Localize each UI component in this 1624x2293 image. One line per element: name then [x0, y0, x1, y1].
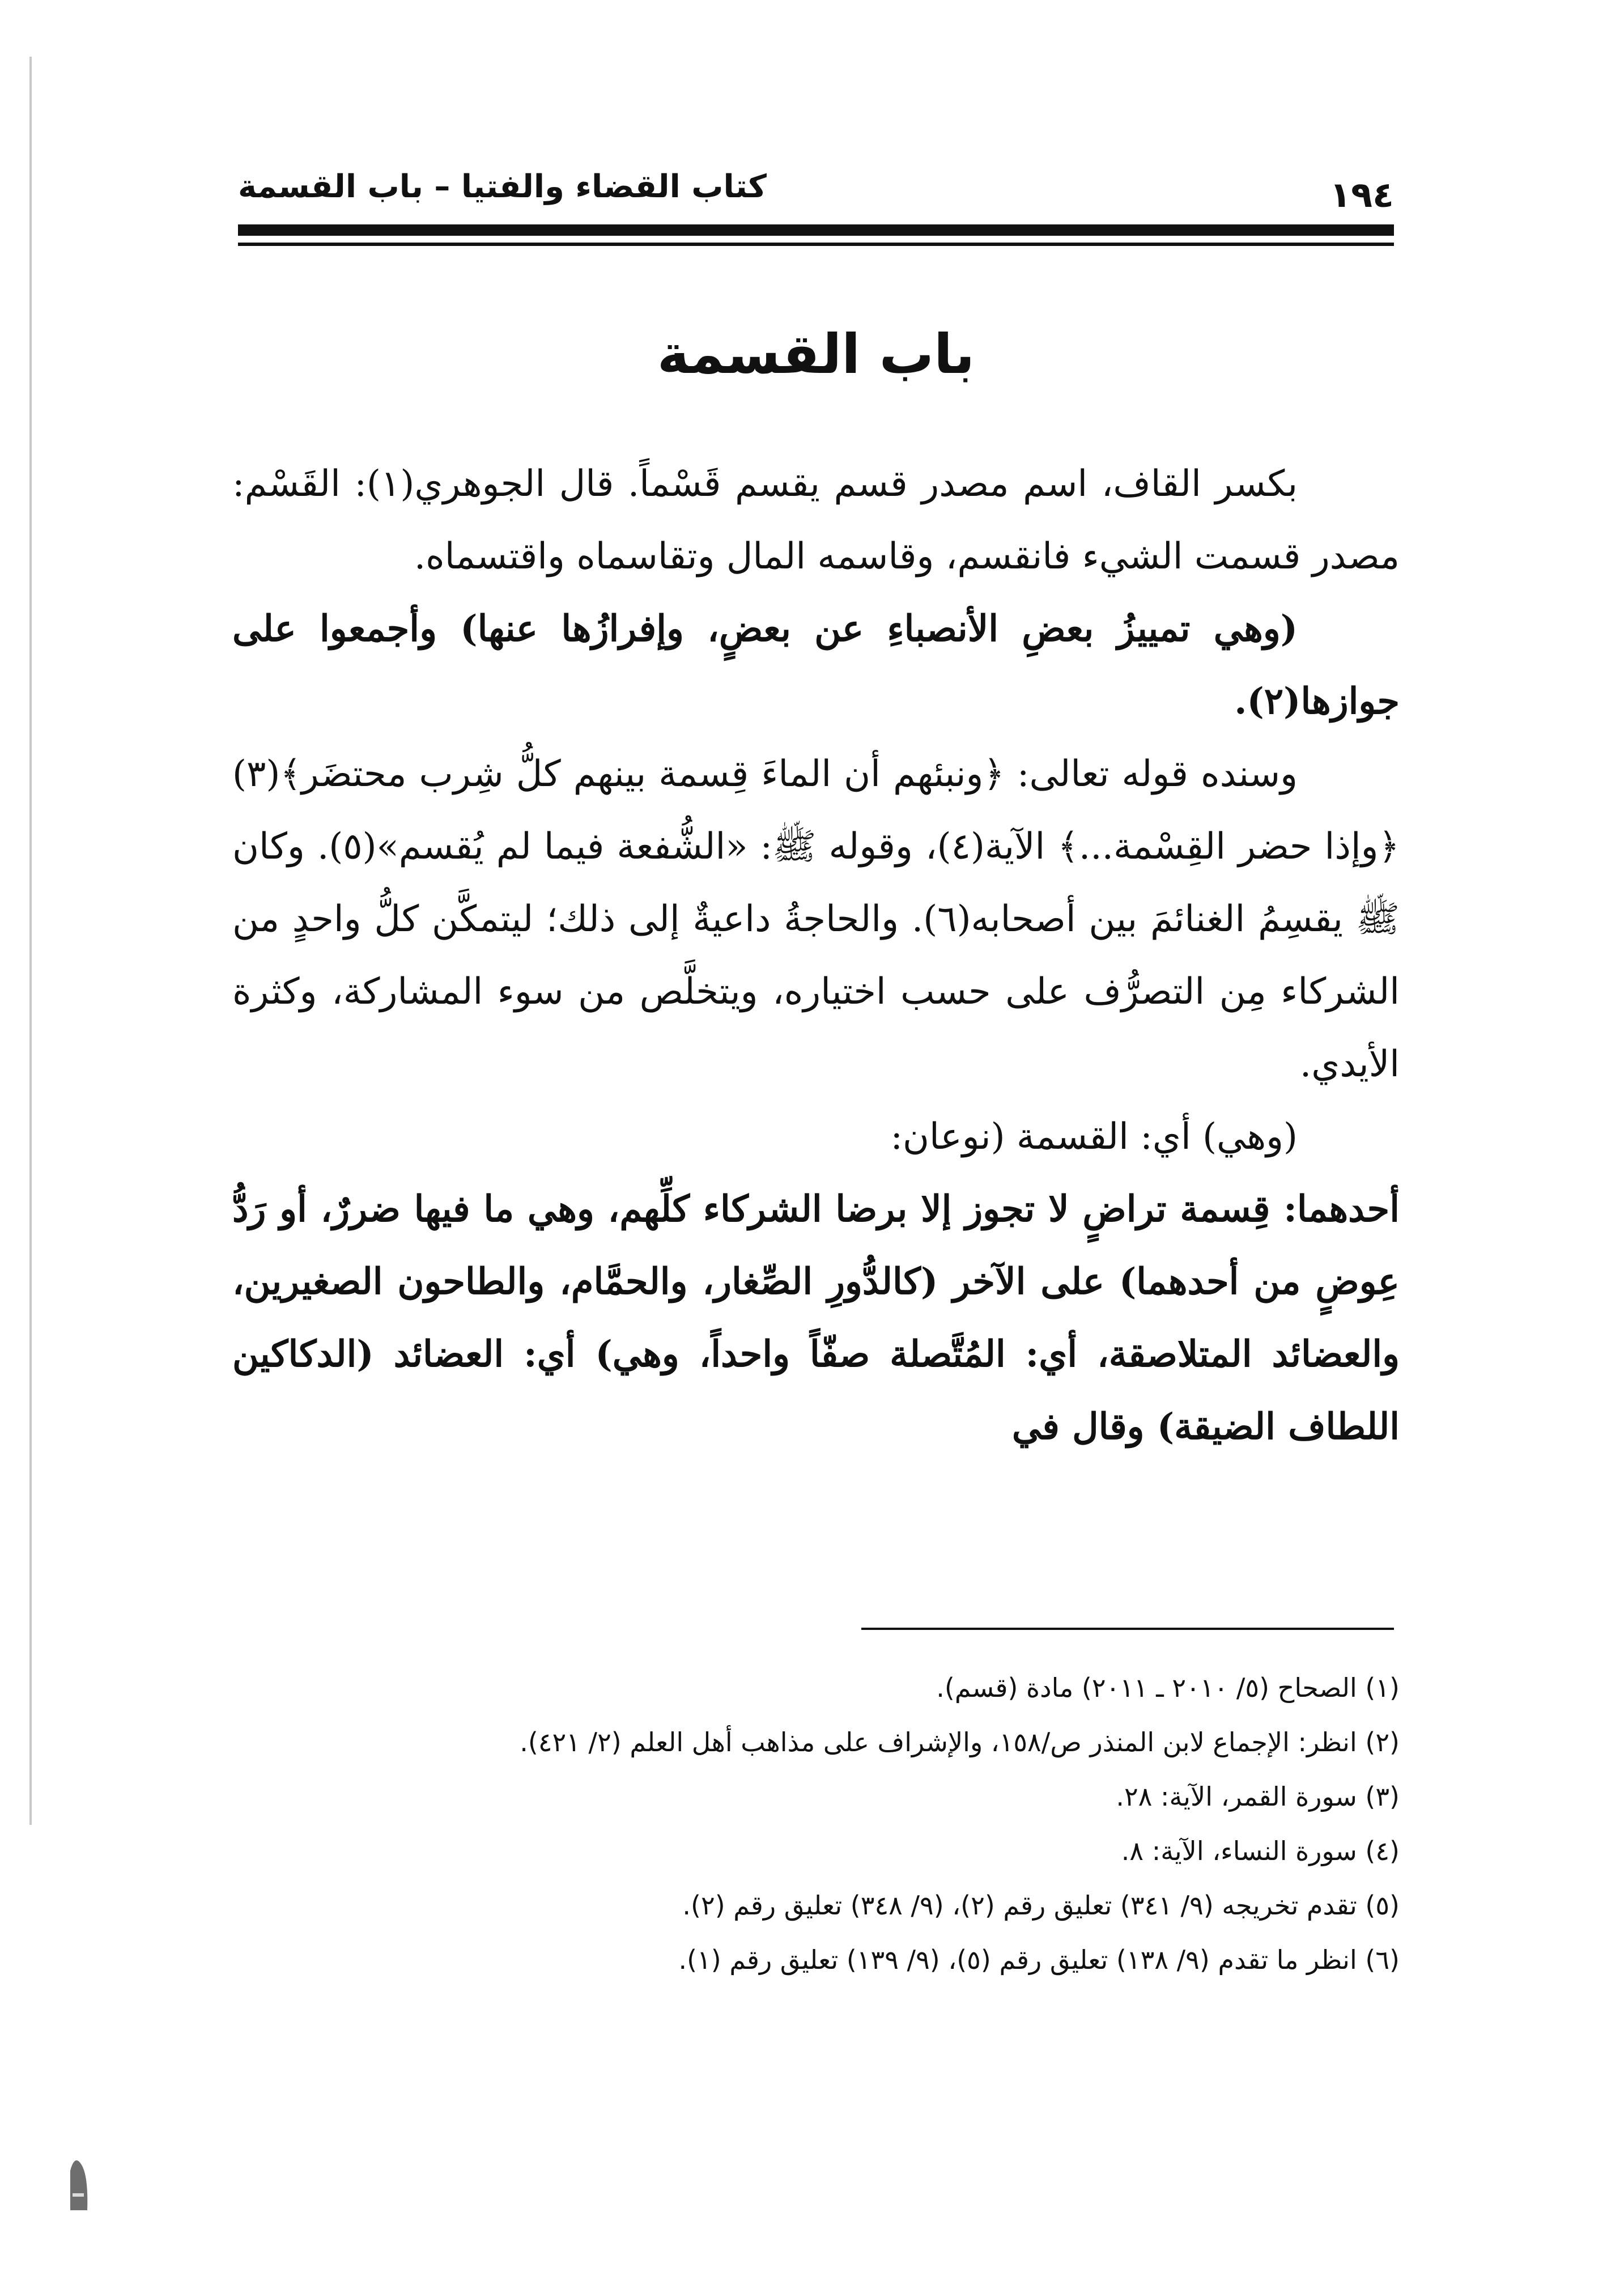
page-number: ١٩٤ [1329, 174, 1394, 215]
chapter-title: باب القسمة [657, 322, 975, 386]
footnote-item: (٣) سورة القمر، الآية: ٢٨. [1116, 1781, 1400, 1812]
footnote-separator [861, 1628, 1394, 1630]
footnotes [232, 1661, 1400, 1987]
running-header [238, 159, 1394, 221]
footnote-item: (٥) تقدم تخريجه (٩/ ٣٤١) تعليق رقم (٢)، (٩/ ٣٤٨) تعليق رقم (٢). [682, 1890, 1400, 1921]
header-rule-thick [238, 224, 1394, 236]
body-paragraph: وسنده قوله تعالى: ﴿ونبئهم أن الماءَ قِسمة بينهم كلُّ شِرب محتضَر﴾(٣) ﴿وإذا حضر القِسْمة...﴾ الآية(٤)، وقوله ﷺ: «الشُّفعة فيما لم يُقسم»(٥). وكان ﷺ يقسِمُ الغنائمَ بين أصحابه(٦). والحاجةُ داعيةٌ إلى ذلك؛ ليتمكَّن كلُّ واحدٍ من الشركاء مِن التصرُّف على حسب اختياره، ويتخلَّص من سوء المشاركة، وكثرة الأيدي. [232, 753, 1400, 1085]
body-paragraph: بكسر القاف، اسم مصدر قسم يقسم قَسْماً. قال الجوهري(١): القَسْم: مصدر قسمت الشيء فانقسم، وقاسمه المال وتقاسماه واقتسماه. [232, 463, 1400, 578]
body-text [232, 448, 1400, 1463]
footnote-item: (١) الصحاح (٥/ ٢٠١٠ ـ ٢٠١١) مادة (قسم). [936, 1672, 1400, 1703]
footnote-item: (٢) انظر: الإجماع لابن المنذر ص/١٥٨، والإشراف على مذاهب أهل العلم (٢/ ٤٢١). [520, 1727, 1400, 1757]
header-rule-thin [238, 243, 1394, 246]
scan-gutter-line [29, 57, 32, 1825]
footnote-item: (٦) انظر ما تقدم (٩/ ١٣٨) تعليق رقم (٥)، (٩/ ١٣٩) تعليق رقم (١). [678, 1944, 1400, 1975]
footnote-item: (٤) سورة النساء، الآية: ٨. [1121, 1836, 1400, 1866]
running-title: كتاب القضاء والفتيا – باب القسمة [238, 168, 767, 205]
page-corner-ornament-icon [59, 2148, 93, 2216]
body-paragraph: أحدهما: قِسمة تراضٍ لا تجوز إلا برضا الشركاء كلِّهم، وهي ما فيها ضررٌ، أو رَدُّ عِوضٍ من أحدهما) على الآخر (كالدُّورِ الصِّغار، والحمَّام، والطاحون الصغيرين، والعضائد المتلاصقة، أي: المُتَّصلة صفّاً واحداً، وهي) أي: العضائد (الدكاكين اللطاف الضيقة) وقال في [232, 1188, 1400, 1448]
body-paragraph: (وهي تمييزُ بعضِ الأنصباءِ عن بعضٍ، وإفرازُها عنها) وأجمعوا على جوازها(٢). [232, 608, 1400, 723]
body-paragraph: (وهي) أي: القسمة (نوعان: [890, 1116, 1298, 1158]
